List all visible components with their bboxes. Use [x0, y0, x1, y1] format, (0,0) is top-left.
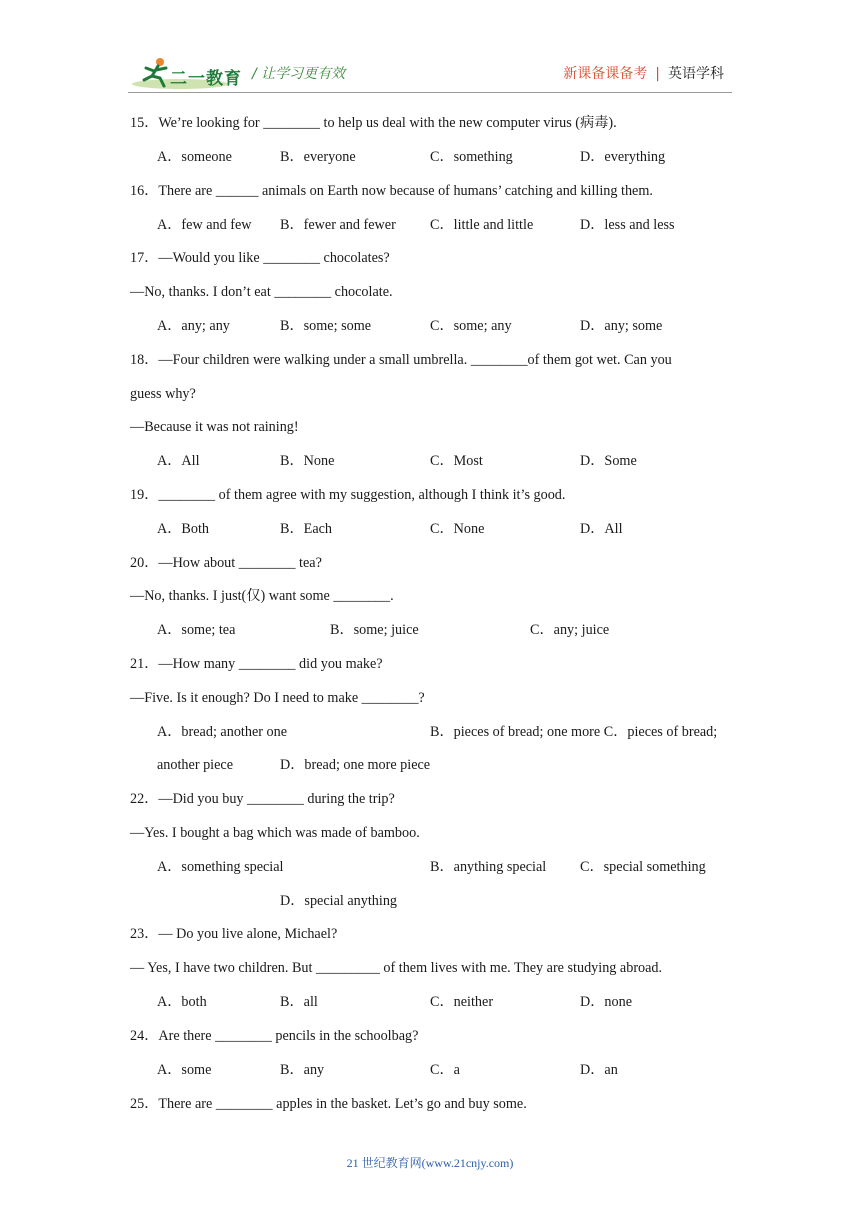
question-stem: 18．—Four children were walking under a small umbrella. ________of them got wet. Can you	[130, 352, 672, 368]
option-d: D．an	[580, 1062, 618, 1078]
course-label: 新课备课备考	[563, 66, 648, 82]
question-stem: 24．Are there ________ pencils in the schoolbag?	[130, 1028, 419, 1044]
option-c: C．some; any	[430, 318, 512, 334]
option-b: B．anything special	[430, 859, 547, 875]
question-stem-line: guess why?	[130, 386, 196, 402]
option-c: C．neither	[430, 994, 494, 1010]
option-a: A．some	[157, 1062, 212, 1078]
option-c: C．something	[430, 149, 513, 165]
question-stem: 15．We’re looking for ________ to help us deal with the new computer virus (病毒).	[130, 115, 617, 131]
logo-text: 二一教育	[170, 69, 242, 89]
option-c: C．a	[430, 1062, 460, 1078]
question-stem: 20．—How about ________ tea?	[130, 555, 322, 571]
subject-label: 英语学科	[668, 66, 724, 82]
question-stem-line: —Five. Is it enough? Do I need to make ________?	[130, 690, 425, 706]
option-a: A．some; tea	[157, 622, 236, 638]
option-c: C．special something	[580, 859, 706, 875]
option-d: D．bread; one more piece	[280, 757, 431, 773]
question-stem-line: —No, thanks. I just(仅) want some ________.	[130, 588, 394, 604]
option-b: B．fewer and fewer	[280, 217, 396, 233]
option-d: D．All	[580, 521, 623, 537]
option-b: B．everyone	[280, 149, 356, 165]
option-a: A．both	[157, 994, 207, 1010]
option-a: A．All	[157, 453, 200, 469]
option-b: B．some; juice	[330, 622, 419, 638]
option-b: B．all	[280, 994, 318, 1010]
question-stem: 21．—How many ________ did you make?	[130, 656, 383, 672]
option-a: A．few and few	[157, 217, 252, 233]
option-d: D．less and less	[580, 217, 675, 233]
question-stem: 25．There are ________ apples in the basket. Let’s go and buy some.	[130, 1096, 527, 1112]
question-stem-line: —Yes. I bought a bag which was made of bamboo.	[130, 825, 420, 841]
header-divider	[128, 92, 732, 93]
question-stem-line: —Because it was not raining!	[130, 419, 299, 435]
question-stem-line: — Yes, I have two children. But _________ of them lives with me. They are studying abroad.	[130, 960, 663, 976]
option-a: A．any; any	[157, 318, 230, 334]
option-d: D．none	[580, 994, 633, 1010]
option-d: D．Some	[580, 453, 637, 469]
option-b: B．some; some	[280, 318, 372, 334]
option-b: B．any	[280, 1062, 325, 1078]
header-right	[563, 63, 724, 83]
option-c-continued: another piece	[157, 757, 234, 773]
slogan: / 让学习更有效	[252, 66, 346, 82]
option-c: C．None	[430, 521, 485, 537]
question-stem: 17．—Would you like ________ chocolates?	[130, 250, 390, 266]
question-stem: 19．________ of them agree with my suggestion, although I think it’s good.	[130, 487, 566, 503]
option-a: A．Both	[157, 521, 210, 537]
option-b: B．Each	[280, 521, 333, 537]
option-c: C．any; juice	[530, 622, 610, 638]
question-stem: 16．There are ______ animals on Earth now because of humans’ catching and killing them.	[130, 183, 653, 199]
page-header	[0, 0, 860, 100]
option-d: D．special anything	[280, 893, 398, 909]
footer-source-link[interactable]: 21 世纪教育网(www.21cnjy.com)	[346, 1156, 514, 1170]
header-separator: |	[655, 66, 660, 82]
option-c: C．Most	[430, 453, 483, 469]
option-a: A．something special	[157, 859, 284, 875]
option-a: A．bread; another one	[157, 724, 288, 740]
option-b-c: B．pieces of bread; one more C．pieces of bread;	[430, 724, 718, 740]
option-d: D．everything	[580, 149, 666, 165]
question-stem: 22．—Did you buy ________ during the trip?	[130, 791, 395, 807]
option-d: D．any; some	[580, 318, 663, 334]
question-stem-line: —No, thanks. I don’t eat ________ chocolate.	[130, 284, 393, 300]
option-b: B．None	[280, 453, 335, 469]
option-c: C．little and little	[430, 217, 534, 233]
question-stem: 23．— Do you live alone, Michael?	[130, 926, 338, 942]
option-a: A．someone	[157, 149, 232, 165]
